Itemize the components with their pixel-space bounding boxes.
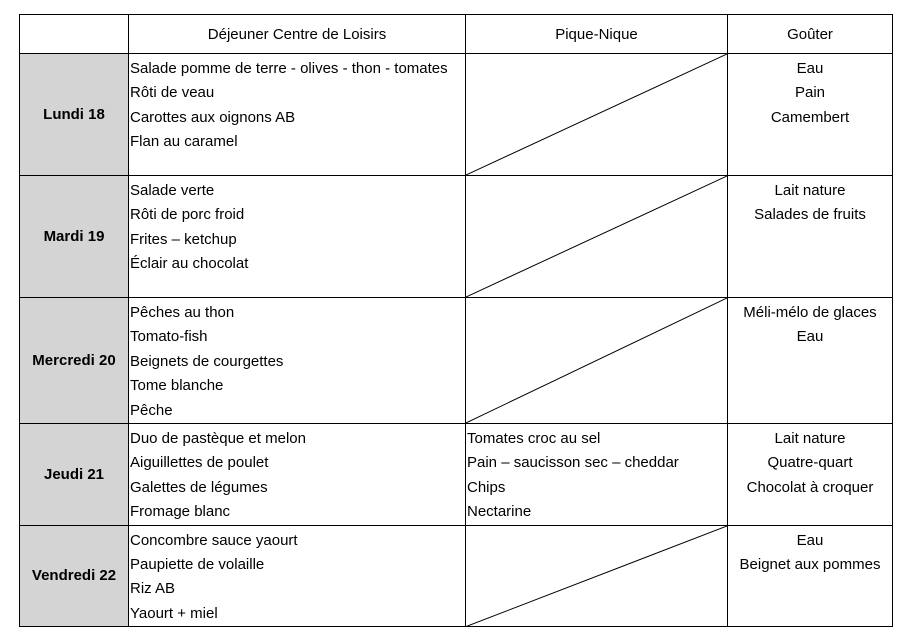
snack-cell (728, 525, 893, 627)
menu-row (20, 423, 893, 525)
lunch-item: Duo de pastèque et melon (130, 429, 306, 447)
lunch-item: Salade verte (130, 182, 215, 199)
header-lunch: Déjeuner Centre de Loisirs (129, 15, 466, 54)
picnic-cell-empty (466, 298, 728, 424)
picnic-item: Pain – saucisson sec – cheddar (467, 454, 679, 472)
lunch-item: Rôti de veau (130, 84, 215, 102)
menu-row (20, 176, 893, 298)
snack-item: Beignet aux pommes (739, 555, 881, 573)
day-label: Vendredi 22 (20, 525, 129, 627)
day-label: Jeudi 21 (20, 423, 129, 525)
snack-cell (728, 298, 893, 424)
snack-item: Quatre-quart (767, 454, 853, 472)
lunch-item: Beignets de courgettes (130, 352, 284, 370)
picnic-cell (466, 423, 728, 525)
no-picnic-diagonal-icon (466, 298, 727, 423)
no-picnic-diagonal-icon (466, 54, 727, 175)
snack-item: Pain (794, 84, 826, 102)
day-label: Mardi 19 (20, 176, 129, 298)
header-row (20, 15, 893, 54)
snack-item: Méli-mélo de glaces (743, 304, 877, 321)
lunch-item: Carottes aux oignons AB (130, 108, 296, 126)
header-snack: Goûter (728, 15, 893, 54)
snack-item: Salades de fruits (754, 206, 866, 224)
lunch-cell (129, 298, 466, 424)
menu-row (20, 54, 893, 176)
lunch-item: Galettes de légumes (130, 478, 268, 496)
lunch-item: Pêches au thon (130, 304, 235, 321)
day-label: Lundi 18 (20, 54, 129, 176)
snack-item: Eau (796, 531, 824, 549)
lunch-item: Paupiette de volaille (130, 555, 265, 573)
lunch-cell (129, 423, 466, 525)
snack-item: Camembert (770, 108, 850, 126)
picnic-cell-empty (466, 525, 728, 627)
lunch-item: Concombre sauce yaourt (130, 531, 298, 549)
lunch-item: Salade pomme de terre - olives - thon - tomates (130, 60, 448, 77)
weekly-menu-table (19, 14, 893, 627)
lunch-item: Aiguillettes de poulet (130, 454, 269, 472)
no-picnic-diagonal-icon (466, 176, 727, 297)
day-label: Mercredi 20 (20, 298, 129, 424)
snack-cell (728, 54, 893, 176)
lunch-cell (129, 525, 466, 627)
snack-item: Eau (796, 60, 824, 77)
lunch-cell (129, 176, 466, 298)
snack-item: Lait nature (774, 182, 846, 199)
picnic-item: Nectarine (467, 503, 532, 521)
snack-cell (728, 423, 893, 525)
lunch-cell (129, 54, 466, 176)
lunch-item: Yaourt + miel (130, 604, 218, 622)
lunch-item: Tomato-fish (130, 328, 208, 346)
snack-item: Chocolat à croquer (746, 478, 874, 496)
menu-row (20, 525, 893, 627)
lunch-item: Frites – ketchup (130, 230, 237, 248)
lunch-item: Fromage blanc (130, 503, 231, 521)
menu-row (20, 298, 893, 424)
header-picnic: Pique-Nique (466, 15, 728, 54)
no-picnic-diagonal-icon (466, 526, 727, 627)
snack-item: Lait nature (774, 429, 846, 447)
lunch-item: Pêche (130, 401, 173, 419)
lunch-item: Rôti de porc froid (130, 206, 245, 224)
picnic-cell-empty (466, 54, 728, 176)
picnic-item: Tomates croc au sel (467, 429, 601, 447)
lunch-item: Flan au caramel (130, 133, 238, 151)
lunch-item: Riz AB (130, 580, 176, 598)
picnic-cell-empty (466, 176, 728, 298)
header-day (20, 15, 129, 54)
lunch-item: Éclair au chocolat (130, 255, 249, 273)
picnic-item: Chips (467, 478, 506, 496)
lunch-item: Tome blanche (130, 377, 224, 395)
snack-cell (728, 176, 893, 298)
snack-item: Eau (796, 328, 824, 346)
